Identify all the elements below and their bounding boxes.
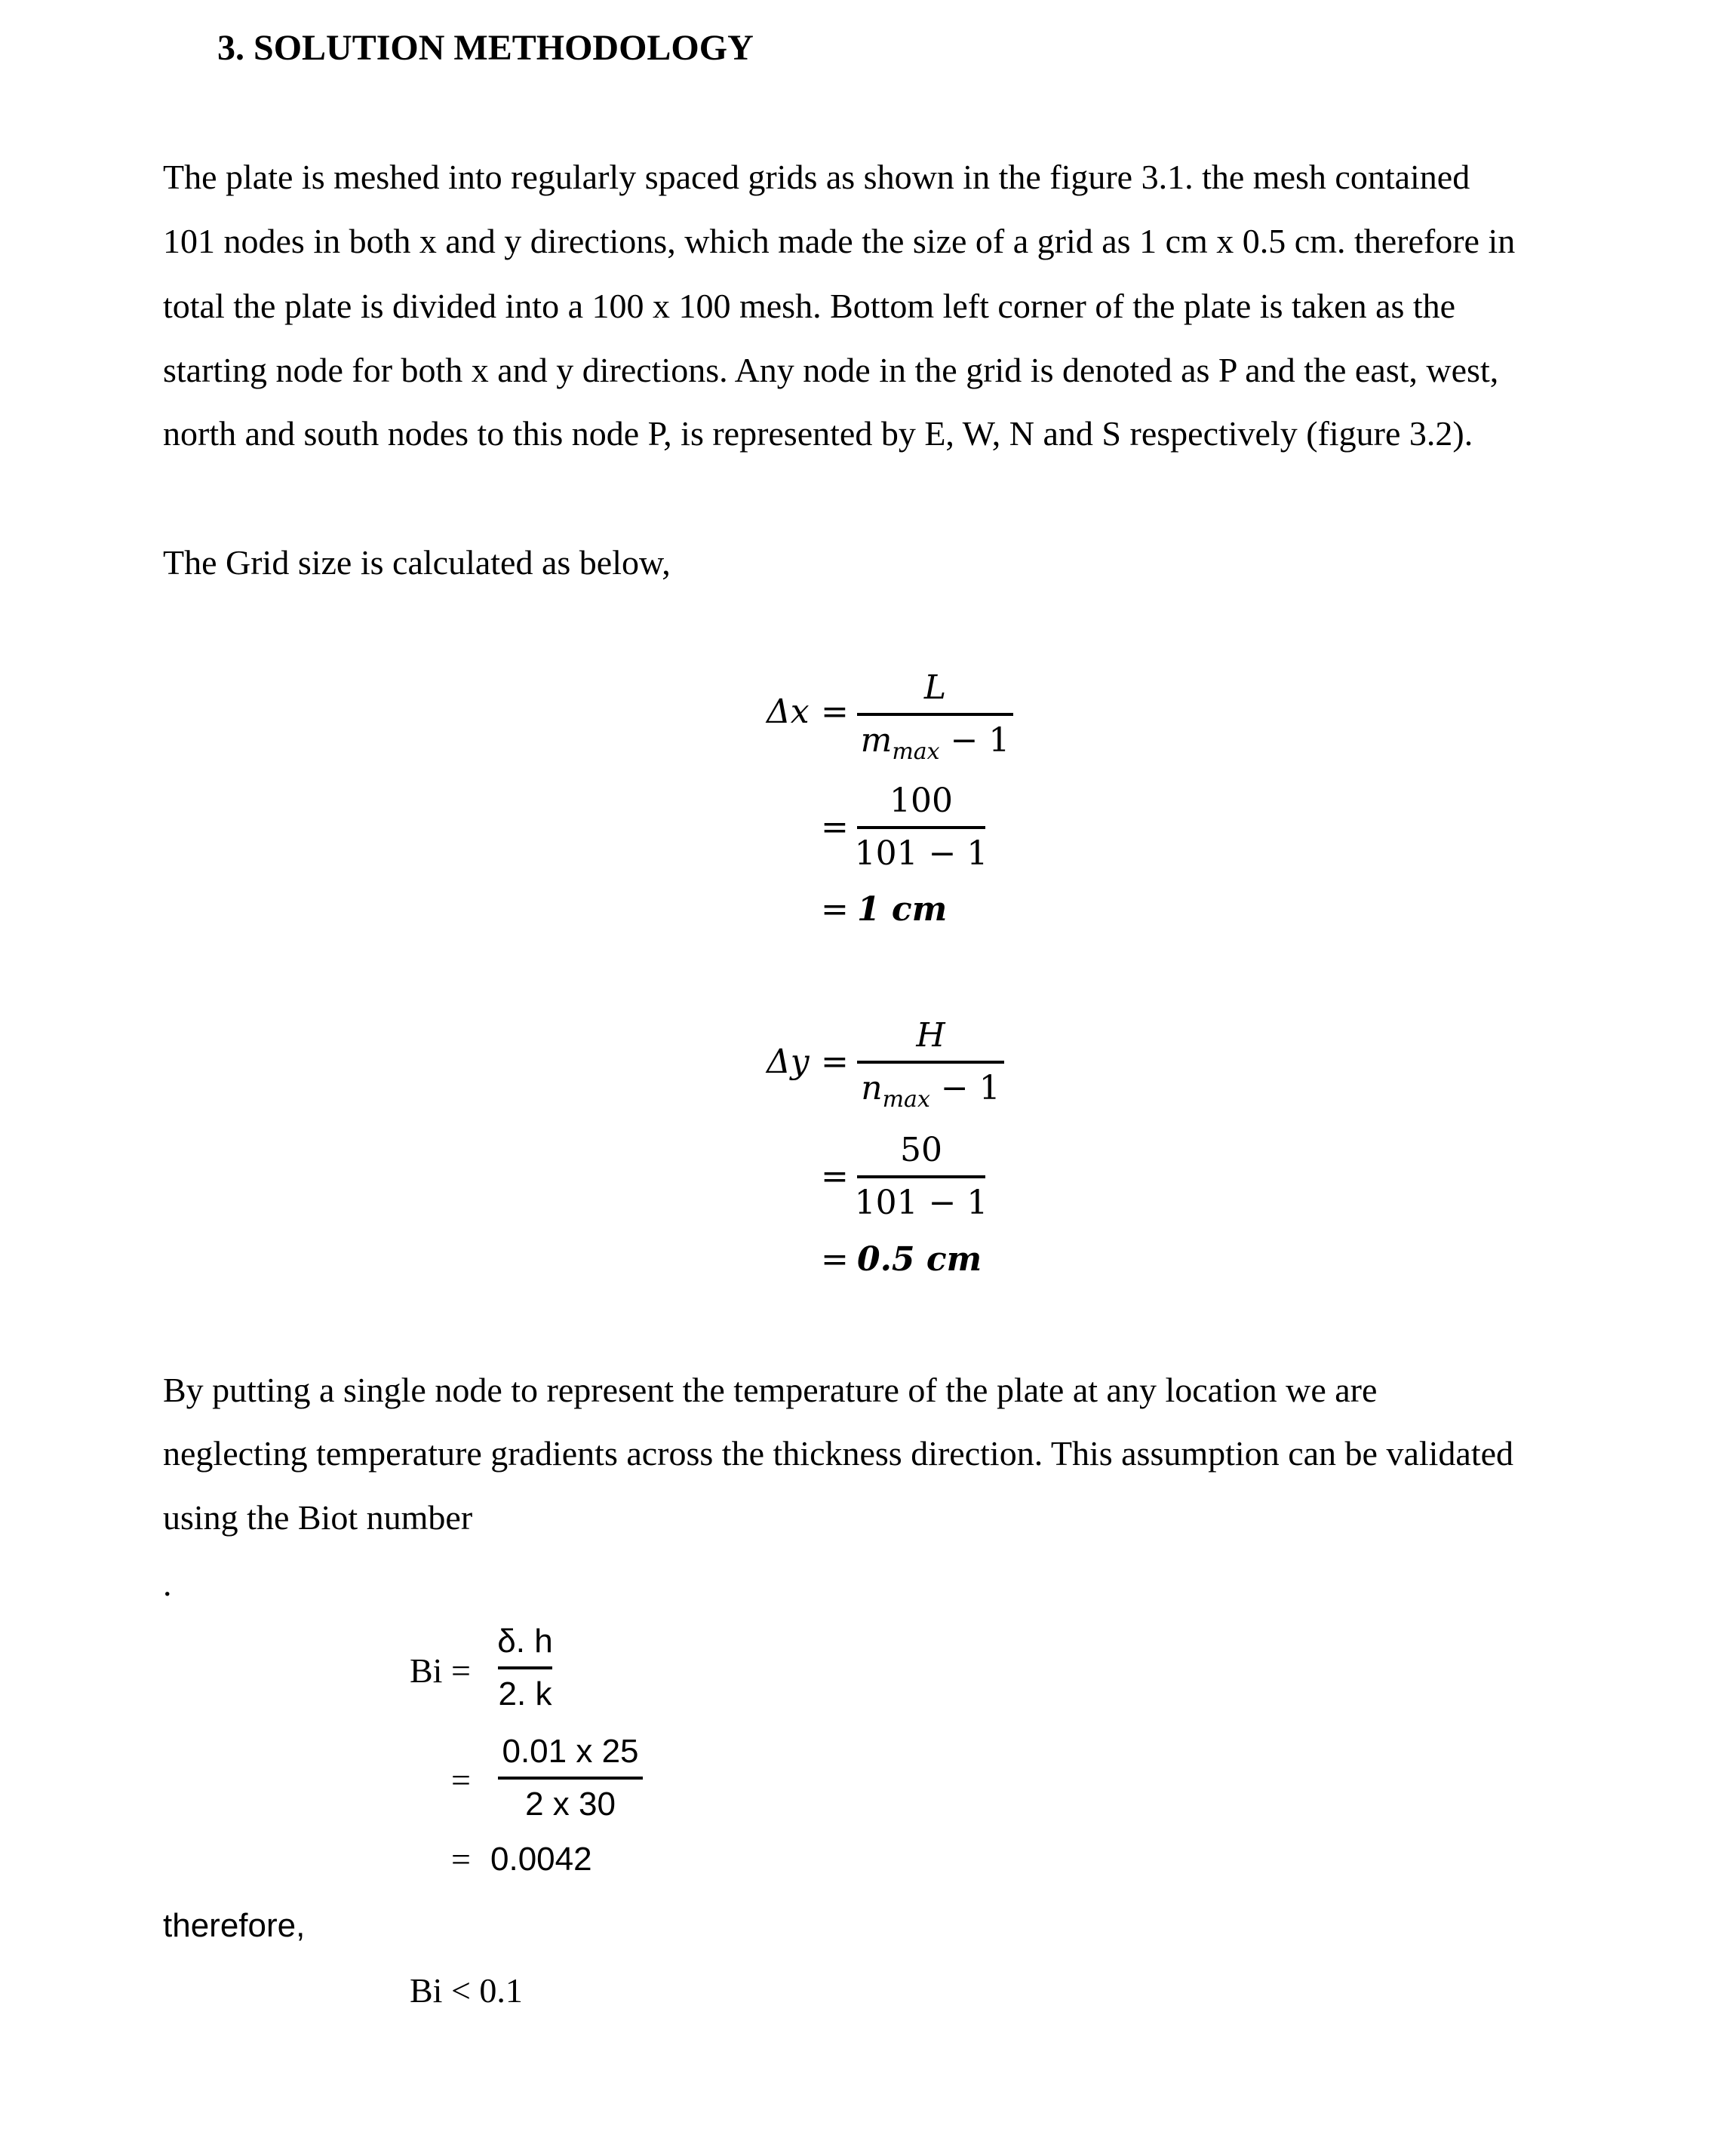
grid-intro-text: The Grid size is calculated as below, [163,543,671,582]
numerator: 50 [900,1131,942,1169]
eq-equals: = [821,1240,849,1279]
fraction [854,776,988,879]
subscript: max [892,739,940,765]
paragraph-line: north and south nodes to this node P, is represented by E, W, N and S respectively (figure 3.2). [163,414,1473,453]
eq-equals: = [821,693,849,731]
denominator: 2 x 30 [525,1786,616,1823]
numerator: δ. h [497,1623,553,1660]
fraction [857,663,1013,766]
denominator [861,1064,1000,1113]
eq-result: 1 cm [857,890,948,929]
denominator: 101 − 1 [854,834,988,873]
paragraph-line: total the plate is divided into a 100 x 100 mesh. Bottom left corner of the plate is taken as the [163,287,1456,325]
eq-equals: = [821,1157,849,1196]
numerator: H [916,1016,945,1055]
eq-lhs: Δx [767,693,810,731]
section-heading: 3. SOLUTION METHODOLOGY [217,28,754,68]
paragraph-line: starting node for both x and y directions. Any node in the grid is denoted as P and the east, west, [163,351,1499,389]
eq-equals: = [451,1840,471,1878]
eq-equals: = [821,808,849,846]
numerator: 100 [890,782,953,820]
eq-lhs: Δy [767,1043,810,1081]
var: n [861,1069,883,1107]
numerator: 0.01 x 25 [502,1733,639,1770]
fraction [498,1617,552,1719]
paragraph-line: The plate is meshed into regularly spaced grids as shown in the figure 3.1. the mesh contained [163,158,1470,196]
eq-equals: = [821,1043,849,1081]
stray-dot: . [163,1565,172,1603]
subscript: max [882,1086,930,1113]
conclusion-inequality: Bi < 0.1 [410,1971,523,2010]
fraction [857,1011,1004,1113]
paragraph-line: 101 nodes in both x and y directions, which made the size of a grid as 1 cm x 0.5 cm. therefore in [163,222,1516,260]
paragraph-line: neglecting temperature gradients across the thickness direction. This assumption can be validated [163,1434,1514,1473]
eq-equals: = [451,1761,471,1799]
rest: − 1 [939,721,1010,760]
paragraph-line: By putting a single node to represent the temperature of the plate at any location we are [163,1371,1378,1409]
fraction [498,1727,643,1829]
denominator [861,716,1010,766]
denominator: 101 − 1 [854,1184,988,1222]
eq-equals: = [821,890,849,929]
rest: − 1 [929,1069,1000,1107]
eq-result: 0.5 cm [857,1240,982,1279]
eq-result: 0.0042 [490,1841,592,1878]
fraction [854,1126,988,1228]
paragraph-line: using the Biot number [163,1498,473,1537]
numerator: L [923,668,947,707]
eq-lhs: Bi [410,1651,443,1690]
var: m [860,721,893,760]
therefore-text: therefore, [163,1907,306,1944]
denominator: 2. k [498,1675,552,1712]
eq-equals: = [451,1651,471,1690]
